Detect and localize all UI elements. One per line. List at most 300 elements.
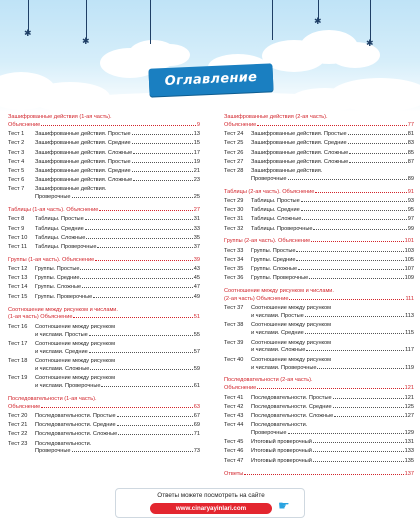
entry-title: Зашифрованные действия.	[35, 186, 107, 193]
page-number: 121	[404, 385, 414, 392]
toc-entry	[224, 206, 414, 215]
test-number: Тест 25	[224, 140, 244, 147]
entry-name	[251, 131, 414, 139]
dot-leader	[313, 442, 404, 443]
section-heading-line	[224, 114, 414, 122]
entry-line	[251, 131, 414, 139]
test-number: Тест 29	[224, 197, 244, 204]
test-number: Тест 35	[224, 266, 244, 273]
page-number: 95	[407, 207, 414, 214]
entry-line	[35, 194, 200, 202]
toc-entry	[8, 233, 200, 242]
dot-leader	[41, 125, 196, 126]
entry-title: Группы. Простые	[251, 247, 296, 254]
entry-title: Зашифрованные действия.	[251, 167, 323, 174]
entry-title: Итоговый проверочный	[251, 439, 312, 446]
entry-line	[251, 159, 414, 167]
entry-line	[35, 375, 200, 383]
section-title: Таблицы (1-ая часть). Объяснение	[8, 207, 99, 214]
entry-title: Последовательности. Средние	[35, 422, 116, 429]
entry-name	[35, 266, 200, 274]
page-number: 59	[193, 365, 200, 372]
page-number: 97	[407, 216, 414, 223]
dot-leader	[309, 278, 403, 279]
cloud-icon	[150, 44, 190, 66]
dot-leader	[333, 398, 404, 399]
page-number: 9	[196, 121, 200, 128]
entry-title: Последовательности.	[35, 440, 92, 447]
entry-title: Соотношение между рисунком	[35, 375, 116, 382]
section-title: (2-ая часть) Объяснение	[224, 296, 289, 303]
section-heading-line	[224, 122, 414, 130]
test-number: Тест 17	[8, 340, 28, 347]
toc-entry	[8, 274, 200, 283]
entry-line	[251, 395, 414, 403]
test-number: Тест 43	[224, 412, 244, 419]
test-number: Тест 12	[8, 266, 28, 273]
entry-line	[251, 305, 414, 313]
entry-title: и числами. Средние	[35, 348, 88, 355]
entry-name	[251, 140, 414, 148]
page-number: 57	[193, 348, 200, 355]
test-number: Тест 41	[224, 394, 244, 401]
toc-entry	[224, 157, 414, 166]
entry-name	[35, 226, 200, 234]
title-banner	[148, 63, 273, 96]
toc-entry	[8, 265, 200, 274]
test-number: Тест 1	[8, 131, 25, 138]
page-number: 71	[193, 431, 200, 438]
toc-entry	[224, 215, 414, 224]
dot-leader	[244, 474, 403, 475]
dot-leader	[302, 219, 406, 220]
toc-entry	[8, 243, 200, 252]
dot-leader	[306, 350, 404, 351]
toc-entry	[224, 224, 414, 233]
page-number: 115	[405, 330, 414, 337]
section-heading-line	[8, 207, 200, 215]
test-number: Тест 13	[8, 275, 28, 282]
entry-title: Проверочные	[35, 448, 71, 455]
entry-name	[251, 257, 414, 265]
entry-line	[35, 275, 200, 283]
entry-line	[35, 186, 200, 194]
page-number: 61	[193, 382, 200, 389]
toc-entry	[8, 185, 200, 202]
entry-name	[35, 375, 200, 391]
entry-title: Соотношение между рисунком	[251, 305, 332, 312]
test-number: Тест 15	[8, 293, 28, 300]
toc-entry	[8, 224, 200, 233]
test-number: Тест 40	[224, 356, 244, 363]
entry-name	[251, 266, 414, 274]
entry-name	[251, 404, 414, 412]
entry-title: Таблицы. Сложные	[35, 234, 86, 241]
entry-line	[251, 168, 414, 176]
entry-title: Группы. Проверочные	[251, 275, 309, 282]
dot-leader	[41, 407, 193, 408]
page-number: 117	[405, 347, 414, 354]
test-number: Тест 39	[224, 339, 244, 346]
dot-leader	[80, 269, 192, 270]
test-number: Тест 10	[8, 234, 28, 241]
page-number: 119	[405, 364, 414, 371]
entry-title: и числами. Сложные	[35, 365, 90, 372]
test-number: Тест 20	[8, 412, 28, 419]
entry-line	[35, 216, 200, 224]
toc-entry	[8, 148, 200, 157]
section-title: Группы (2-ая часть). Объяснение	[224, 238, 311, 245]
test-number: Тест 42	[224, 403, 244, 410]
test-number: Тест 32	[224, 225, 244, 232]
entry-title: Последовательности. Сложные	[35, 431, 118, 438]
page-number: 13	[193, 131, 200, 138]
entry-line	[35, 341, 200, 349]
entry-line	[35, 150, 200, 158]
dot-leader	[301, 210, 407, 211]
test-number: Тест 37	[224, 305, 244, 312]
section-heading-line	[224, 288, 414, 296]
dot-leader	[85, 219, 193, 220]
entry-line	[35, 294, 200, 302]
dot-leader	[132, 162, 193, 163]
dot-leader	[289, 299, 404, 300]
toc-entry	[8, 322, 200, 339]
entry-title: Таблицы. Простые	[251, 197, 300, 204]
dot-leader	[93, 297, 193, 298]
page-number: 47	[193, 284, 200, 291]
entry-line	[35, 131, 200, 139]
toc-entry	[224, 197, 414, 206]
entry-title: и числами. Простые	[35, 331, 88, 338]
toc-entry	[224, 139, 414, 148]
entry-name	[35, 244, 200, 252]
entry-title: Проверочные	[35, 194, 71, 201]
entry-title: и числами. Проверочные	[35, 382, 101, 389]
dot-leader	[313, 451, 404, 452]
page-number: 131	[404, 439, 414, 446]
test-number: Тест 5	[8, 167, 25, 174]
toc-entry	[224, 438, 414, 447]
test-number: Тест 18	[8, 357, 28, 364]
test-number: Тест 6	[8, 177, 25, 184]
test-number: Тест 7	[8, 186, 25, 193]
page-number: 77	[407, 121, 414, 128]
toc-entry	[8, 421, 200, 430]
website-link[interactable]: www.cinaryayinlari.com	[150, 503, 272, 514]
entry-line	[251, 365, 414, 373]
entry-line	[35, 366, 200, 374]
section-title: Зашифрованные действия (2-ая часть).	[224, 114, 328, 120]
entry-title: Зашифрованные действия. Простые	[35, 158, 131, 165]
answers-footer	[115, 488, 305, 518]
dot-leader	[86, 238, 192, 239]
page-number: 27	[193, 207, 200, 214]
entry-name	[35, 294, 200, 302]
toc-entry	[8, 439, 200, 456]
entry-title: Таблицы. Средние	[35, 225, 84, 232]
entry-title: Зашифрованные действия. Средние	[35, 140, 131, 147]
section-heading-line	[224, 238, 414, 246]
toc-entry	[224, 265, 414, 274]
entry-name	[35, 275, 200, 283]
toc-section	[8, 391, 200, 412]
entry-line	[251, 275, 414, 283]
page-number: 17	[193, 149, 200, 156]
entry-title: Соотношение между рисунком	[35, 323, 116, 330]
entry-name	[35, 324, 200, 340]
entry-line	[35, 413, 200, 421]
entry-name	[35, 186, 200, 202]
section-heading-line	[8, 122, 200, 130]
dot-leader	[73, 317, 192, 318]
test-number: Тест 22	[8, 431, 28, 438]
test-number: Тест 26	[224, 149, 244, 156]
entry-line	[251, 439, 414, 447]
section-title: Объяснение	[8, 121, 41, 128]
toc-section	[224, 283, 414, 304]
entry-name	[35, 177, 200, 185]
cloud-icon	[60, 92, 360, 114]
entry-name	[251, 159, 414, 167]
page-title: Оглавление	[164, 69, 258, 90]
entry-line	[35, 284, 200, 292]
entry-name	[251, 198, 414, 206]
toc-section	[224, 233, 414, 246]
entry-title: Последовательности.	[251, 422, 308, 429]
entry-title: Группы. Сложные	[251, 266, 298, 273]
entry-title: Таблицы. Сложные	[251, 216, 302, 223]
entry-name	[35, 168, 200, 176]
section-title: Соотношение между рисунком и числами.	[224, 288, 334, 295]
dot-leader	[288, 433, 404, 434]
toc-entry	[224, 304, 414, 321]
entry-line	[251, 198, 414, 206]
dot-leader	[117, 425, 193, 426]
bow-icon: ✱	[366, 39, 374, 49]
entry-line	[251, 448, 414, 456]
entry-title: Зашифрованные действия. Сложные	[251, 149, 349, 156]
entry-line	[251, 422, 414, 430]
entry-name	[251, 340, 414, 356]
entry-name	[251, 413, 414, 421]
bow-icon: ✱	[314, 17, 322, 27]
entry-line	[35, 383, 200, 391]
entry-line	[35, 235, 200, 243]
test-number: Тест 33	[224, 247, 244, 254]
toc-entry	[8, 292, 200, 301]
page-number: 43	[193, 266, 200, 273]
entry-title: Таблицы. Средние	[251, 207, 300, 214]
entry-title: Группы. Средние	[35, 275, 80, 282]
entry-title: Последовательности. Сложные	[251, 412, 334, 419]
test-number: Тест 34	[224, 256, 244, 263]
entry-line	[35, 140, 200, 148]
toc-section	[224, 184, 414, 197]
section-title: Ответы	[224, 470, 244, 477]
dot-leader	[296, 260, 403, 261]
entry-title: Таблицы. Проверочные	[35, 243, 97, 250]
entry-name	[251, 395, 414, 403]
page-number: 55	[193, 331, 200, 338]
dot-leader	[118, 434, 193, 435]
test-number: Тест 2	[8, 140, 25, 147]
toc-entry	[224, 148, 414, 157]
entry-name	[35, 358, 200, 374]
entry-title: Группы. Простые	[35, 266, 80, 273]
test-number: Тест 36	[224, 275, 244, 282]
test-number: Тест 24	[224, 131, 244, 138]
page-number: 19	[193, 158, 200, 165]
entry-title: и числами. Проверочные	[251, 364, 317, 371]
dot-leader	[133, 153, 192, 154]
entry-line	[35, 177, 200, 185]
entry-title: Последовательности. Простые	[35, 412, 116, 419]
entry-line	[251, 266, 414, 274]
test-number: Тест 9	[8, 225, 25, 232]
entry-line	[251, 248, 414, 256]
toc-entry	[224, 130, 414, 139]
toc-section	[8, 302, 200, 323]
entry-name	[35, 216, 200, 224]
entry-line	[35, 168, 200, 176]
entry-name	[251, 458, 414, 466]
section-heading-line	[224, 189, 414, 197]
entry-title: Таблицы. Проверочные	[251, 225, 313, 232]
entry-title: Зашифрованные действия. Простые	[35, 131, 131, 138]
entry-line	[251, 340, 414, 348]
section-heading-line	[8, 314, 200, 322]
page-number: 39	[193, 256, 200, 263]
entry-line	[35, 349, 200, 357]
entry-line	[35, 422, 200, 430]
cursor-hand-icon: ☛	[278, 499, 290, 514]
entry-name	[35, 131, 200, 139]
dot-leader	[89, 335, 193, 336]
dot-leader	[132, 171, 193, 172]
page-number: 101	[404, 238, 414, 245]
entry-title: Соотношение между рисунком	[251, 322, 332, 329]
page-number: 107	[404, 266, 414, 273]
toc-entry	[224, 447, 414, 456]
entry-line	[251, 226, 414, 234]
toc-section	[224, 114, 414, 130]
toc-entry	[224, 412, 414, 421]
entry-name	[251, 305, 414, 321]
entry-line	[35, 431, 200, 439]
page-number: 113	[405, 313, 414, 320]
toc-entry	[8, 374, 200, 391]
entry-title: Проверочные	[251, 175, 287, 182]
test-number: Тест 16	[8, 323, 28, 330]
entry-title: Группы. Проверочные	[35, 293, 93, 300]
hanging-string-icon	[370, 0, 371, 42]
toc-entry	[8, 215, 200, 224]
page-number: 125	[404, 403, 414, 410]
entry-title: Зашифрованные действия. Сложные	[35, 177, 133, 184]
dot-leader	[72, 197, 193, 198]
toc-entry	[8, 412, 200, 421]
entry-name	[251, 422, 414, 438]
entry-name	[35, 159, 200, 167]
test-number: Тест 19	[8, 375, 28, 382]
toc-entry	[224, 393, 414, 402]
test-number: Тест 3	[8, 149, 25, 156]
section-heading-line	[224, 385, 414, 393]
entry-line	[251, 430, 414, 438]
entry-title: Соотношение между рисунком	[35, 340, 116, 347]
test-number: Тест 4	[8, 158, 25, 165]
toc-entry	[8, 340, 200, 357]
dot-leader	[101, 386, 192, 387]
dot-leader	[301, 201, 407, 202]
entry-title: Соотношение между рисунком	[251, 339, 332, 346]
dot-leader	[132, 143, 193, 144]
toc-entry	[224, 456, 414, 465]
entry-title: и числами. Простые	[251, 313, 304, 320]
entry-name	[251, 275, 414, 283]
dot-leader	[288, 179, 407, 180]
page-number: 69	[193, 422, 200, 429]
page-number: 51	[193, 314, 200, 321]
test-number: Тест 30	[224, 207, 244, 214]
entry-line	[251, 347, 414, 355]
toc-entry	[8, 130, 200, 139]
entry-title: Группы. Средние	[251, 256, 296, 263]
section-title: Объяснение	[224, 385, 257, 392]
test-number: Тест 38	[224, 322, 244, 329]
dot-leader	[133, 180, 192, 181]
entry-line	[251, 322, 414, 330]
entry-name	[35, 431, 200, 439]
page-number: 73	[193, 448, 200, 455]
section-title: Таблицы (2-ая часть). Объяснение	[224, 188, 315, 195]
page-number: 31	[193, 216, 200, 223]
entry-line	[251, 458, 414, 466]
entry-name	[35, 235, 200, 243]
entry-name	[35, 284, 200, 292]
toc-entry	[224, 355, 414, 372]
hanging-string-icon	[86, 0, 87, 40]
dot-leader	[97, 247, 192, 248]
toc-entry	[8, 357, 200, 374]
test-number: Тест 45	[224, 439, 244, 446]
bow-icon: ✱	[24, 29, 32, 39]
entry-line	[35, 358, 200, 366]
page-number: 25	[193, 194, 200, 201]
section-title: Зашифрованные действия (1-ая часть).	[8, 114, 112, 120]
dot-leader	[313, 229, 406, 230]
dot-leader	[311, 241, 403, 242]
toc-entry	[8, 176, 200, 185]
page-number: 63	[193, 403, 200, 410]
entry-line	[35, 324, 200, 332]
test-number: Тест 14	[8, 284, 28, 291]
dot-leader	[80, 278, 192, 279]
toc-section	[8, 114, 200, 130]
entry-name	[35, 341, 200, 357]
entry-line	[251, 216, 414, 224]
entry-line	[251, 330, 414, 338]
section-title: Последовательности (1-ая часть).	[8, 395, 97, 402]
entry-title: Итоговый проверочный	[251, 457, 312, 464]
dot-leader	[82, 287, 193, 288]
dot-leader	[348, 134, 407, 135]
page-number: 109	[404, 275, 414, 282]
entry-line	[35, 226, 200, 234]
entry-title: и числами. Сложные	[251, 347, 306, 354]
dot-leader	[85, 229, 193, 230]
